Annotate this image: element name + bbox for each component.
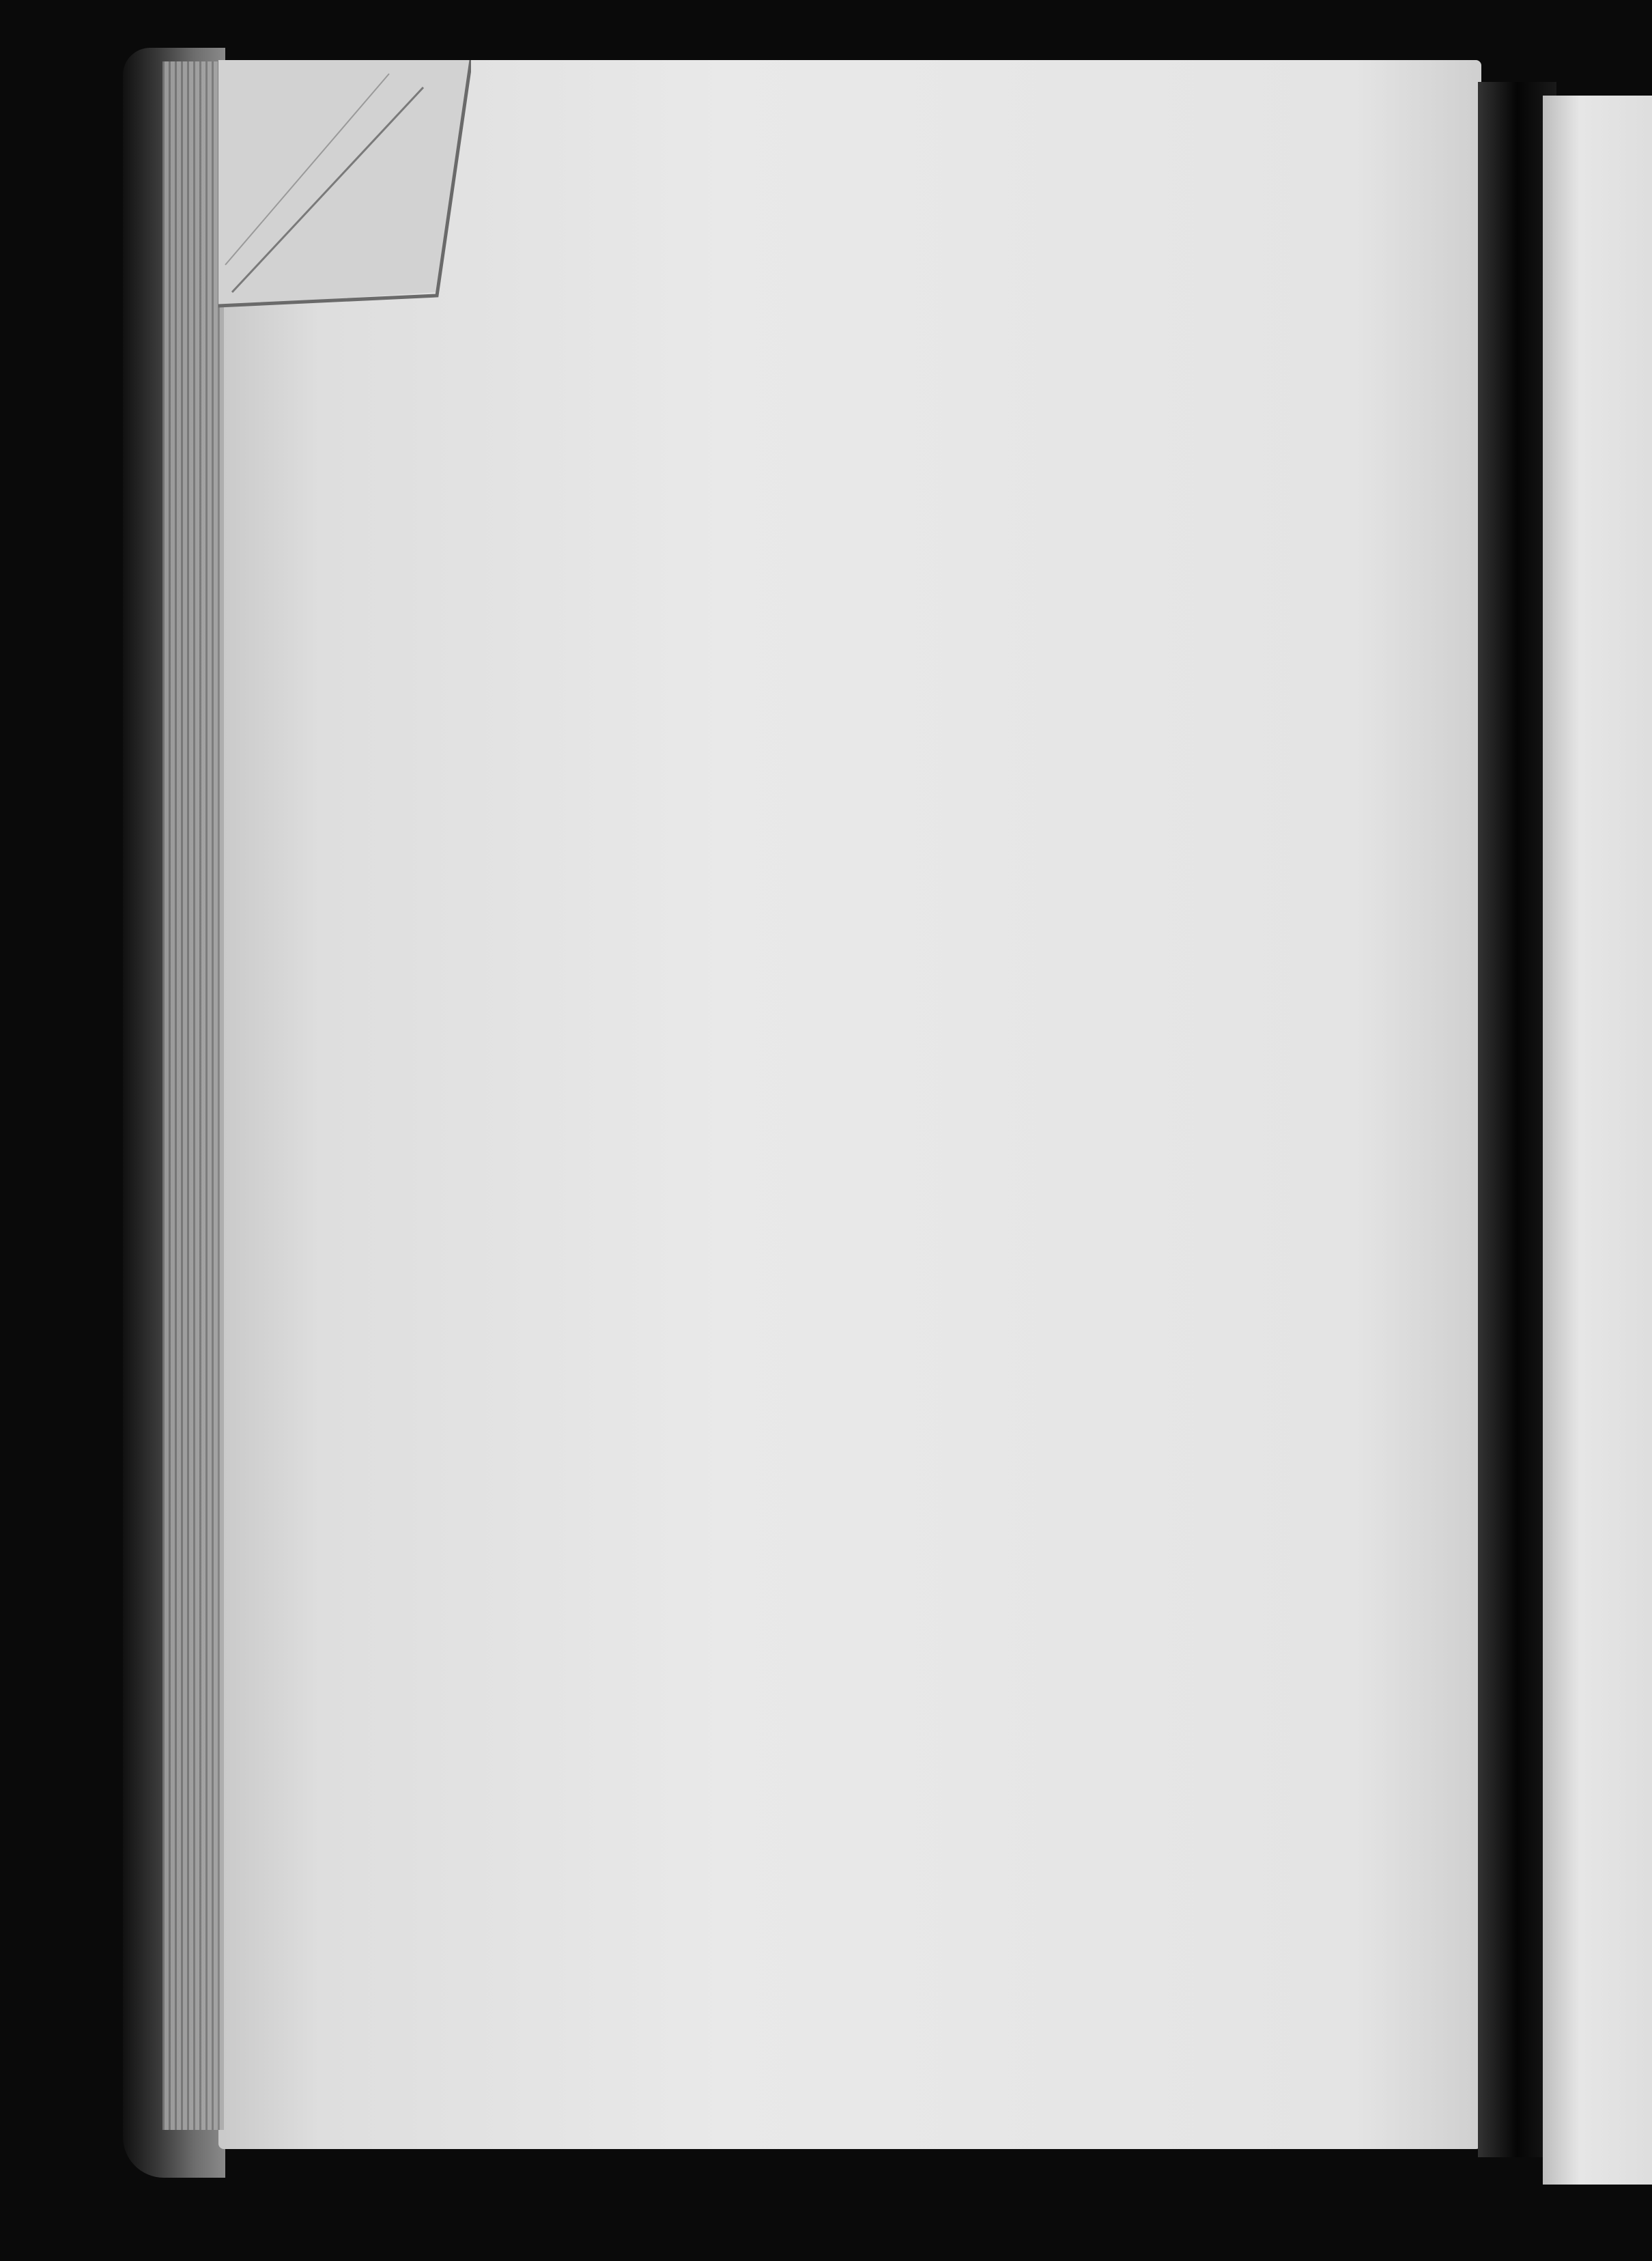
right-page-edge [1543,96,1652,2185]
left-page [218,60,1481,2149]
folded-corner-icon [218,60,471,313]
page-edges [162,61,224,2130]
